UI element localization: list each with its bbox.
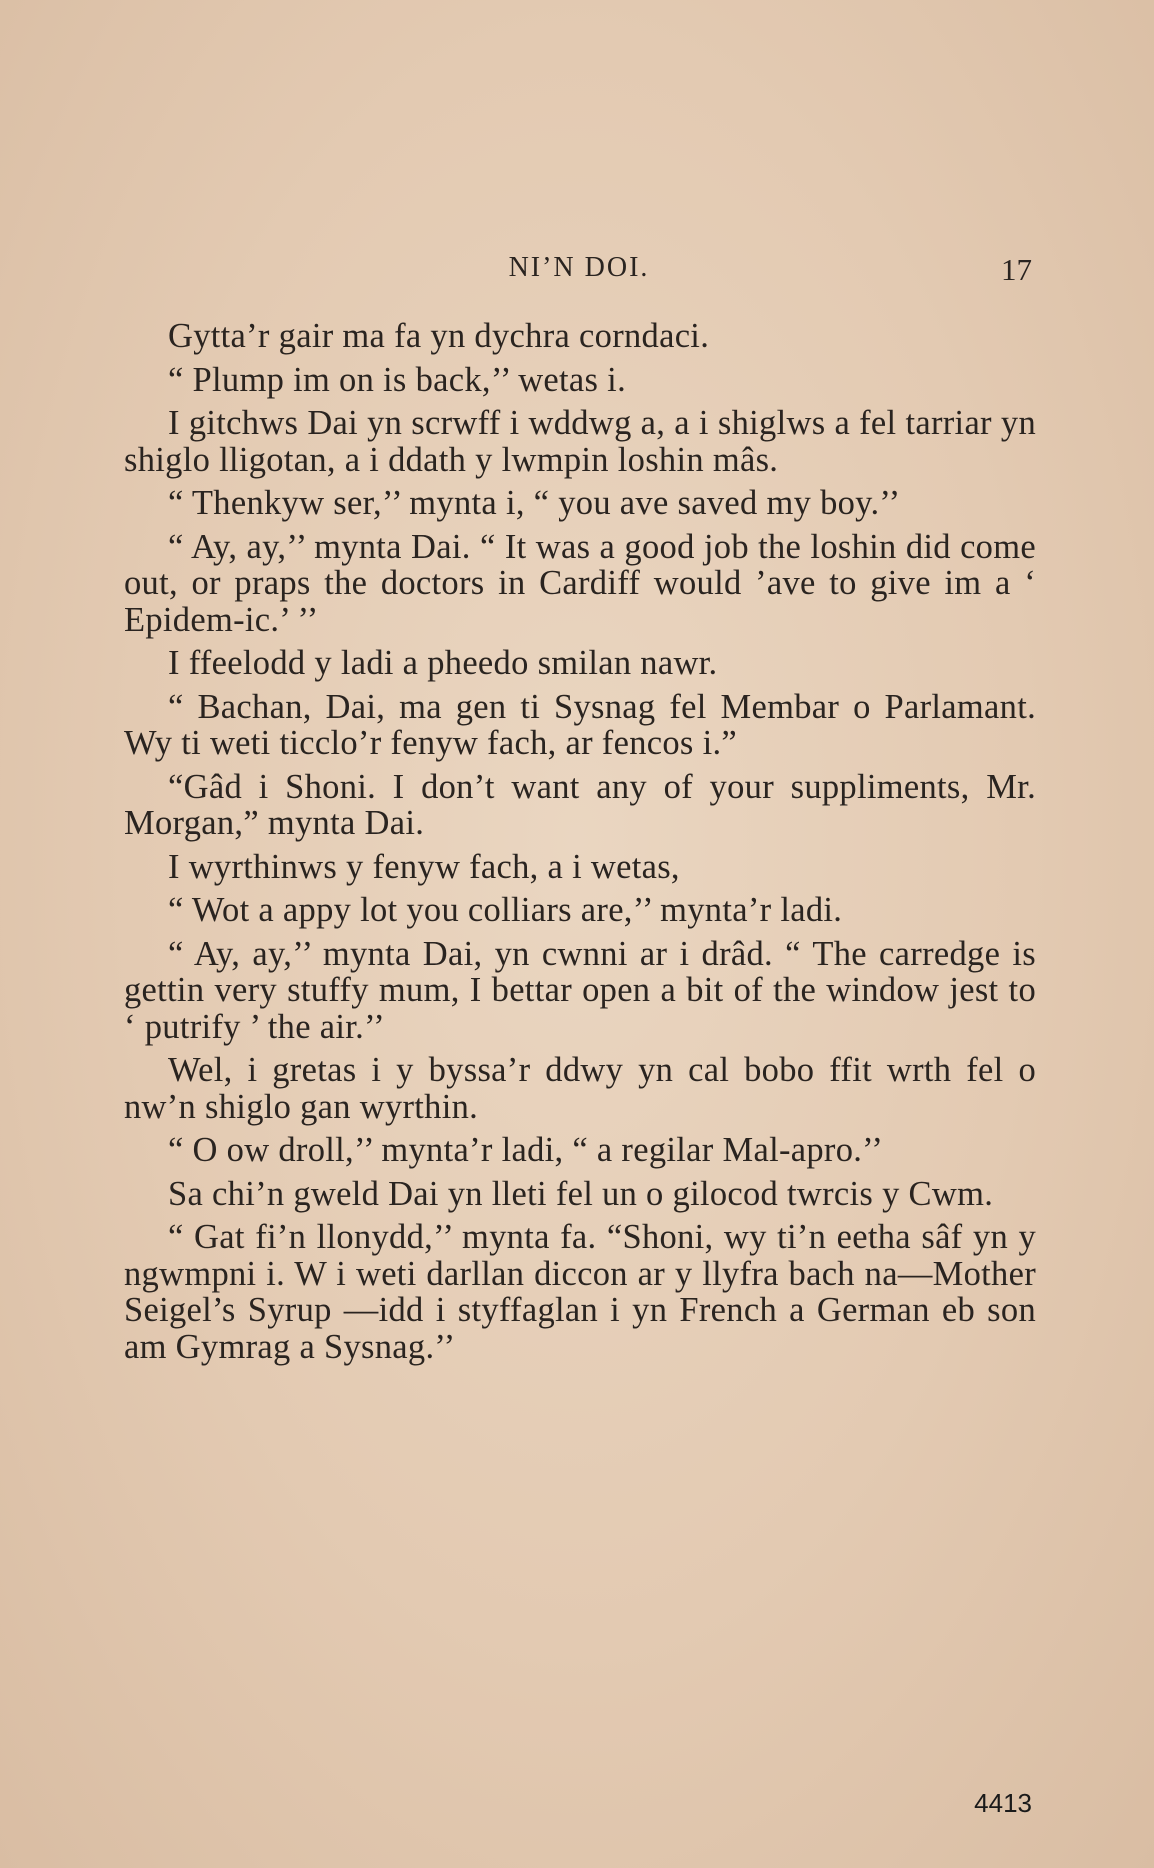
paragraph: “ Wot a appy lot you colliars are,’’ mynta’r ladi. — [168, 891, 843, 929]
paragraph: “Gâd i Shoni. I don’t want any of your suppliments, Mr. Morgan,” mynta Dai. — [124, 767, 1036, 842]
paragraph: “ Ay, ay,’’ mynta Dai, yn cwnni ar i drâd. “ The carredge is gettin very stuffy mum, I bettar open a bit of the window jest to ‘ putrify ’ the air.’’ — [124, 934, 1036, 1046]
running-head — [126, 252, 1032, 292]
paragraph: “ Thenkyw ser,’’ mynta i, “ you ave saved my boy.’’ — [168, 484, 901, 522]
paragraph: “ Plump im on is back,’’ wetas i. — [168, 360, 626, 399]
paragraph: “ Ay, ay,’’ mynta Dai. “ It was a good job the loshin did come out, or praps the doctors in Cardiff would ’ave to give im a ‘ Epidem-ic.’ ’’ — [124, 527, 1036, 639]
paragraph: Wel, i gretas i y byssa’r ddwy yn cal bobo ffit wrth fel o nw’n shiglo gan wyrthin. — [124, 1051, 1036, 1126]
page-number: 17 — [1001, 252, 1032, 287]
paragraph: “ Bachan, Dai, ma gen ti Sysnag fel Membar o Parlamant. Wy ti weti ticclo’r fenyw fach, ar fencos i.” — [124, 687, 1036, 762]
paragraph: Gytta’r gair ma fa yn dychra corndaci. — [168, 317, 710, 355]
paragraph: “ Gat fi’n llonydd,’’ mynta fa. “Shoni, wy ti’n eetha sâf yn y ngwmpni i. W i weti darllan diccon ar y llyfra bach na—Mother Seigel’s Syrup —idd i styffaglan i yn French a German eb son am Gymrag a Sysnag.’’ — [124, 1218, 1036, 1366]
catalog-number: 4413 — [974, 1788, 1032, 1818]
paragraph: Sa chi’n gweld Dai yn lleti fel un o gilocod twrcis y Cwm. — [168, 1174, 994, 1213]
paragraph: I ffeelodd y ladi a pheedo smilan nawr. — [168, 644, 718, 682]
body-text — [124, 318, 1036, 1372]
paragraph: I gitchws Dai yn scrwff i wddwg a, a i shiglws a fel tarriar yn shiglo lligotan, a i ddath y lwmpin loshin mâs. — [124, 404, 1036, 479]
paragraph: “ O ow droll,’’ mynta’r ladi, “ a regilar Mal-apro.’’ — [168, 1131, 884, 1169]
paragraph: I wyrthinws y fenyw fach, a i wetas, — [168, 847, 680, 886]
chapter-title: NI’N DOI. — [508, 252, 650, 283]
